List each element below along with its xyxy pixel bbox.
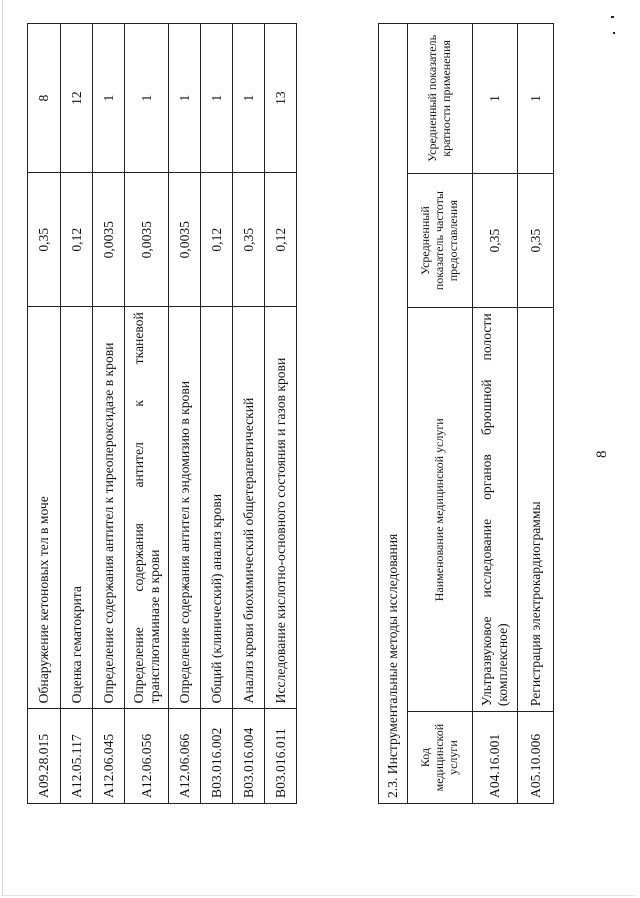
service-name: Оценка гематокрита bbox=[61, 307, 93, 709]
multiplicity-value: 12 bbox=[61, 24, 93, 173]
table-row bbox=[169, 24, 201, 804]
lab-services-table bbox=[27, 23, 297, 804]
service-name: Обнаружение кетоновых тел в моче bbox=[28, 307, 61, 709]
instrumental-services-table bbox=[378, 23, 554, 804]
service-name-line: Определение содержания антител к тканевой bbox=[130, 312, 146, 704]
header-row bbox=[408, 24, 473, 804]
table-row bbox=[28, 24, 61, 804]
frequency-value: 0,35 bbox=[473, 173, 518, 308]
page-number: 8 bbox=[594, 450, 610, 458]
service-name bbox=[125, 307, 169, 709]
section-title-row bbox=[379, 24, 408, 804]
frequency-value: 0,0035 bbox=[93, 173, 125, 307]
service-name bbox=[473, 308, 518, 712]
service-name: Общий (клинический) анализ крови bbox=[201, 307, 233, 709]
multiplicity-value: 13 bbox=[265, 24, 297, 173]
service-code: A12.06.056 bbox=[125, 709, 169, 804]
table-row bbox=[473, 24, 518, 804]
header-multiplicity: Усредненный показатель кратности применения bbox=[408, 24, 473, 174]
table-row bbox=[125, 24, 169, 804]
frequency-value: 0,0035 bbox=[169, 173, 201, 307]
service-name-line: Ультразвуковое исследование органов брюшной полости bbox=[479, 313, 495, 707]
service-code: A04.16.001 bbox=[473, 712, 518, 804]
frequency-value: 0,12 bbox=[201, 173, 233, 307]
multiplicity-value: 1 bbox=[233, 24, 265, 173]
multiplicity-value: 1 bbox=[93, 24, 125, 173]
frequency-value: 0,35 bbox=[518, 173, 554, 308]
frequency-value: 0,35 bbox=[28, 173, 61, 307]
service-code: B03.016.011 bbox=[265, 709, 297, 804]
table-row bbox=[201, 24, 233, 804]
service-name-line: трансглютаминазе в крови bbox=[146, 549, 162, 704]
multiplicity-value: 8 bbox=[28, 24, 61, 173]
service-code: A12.05.117 bbox=[61, 709, 93, 804]
service-name: Определение содержания антител к эндомизию в крови bbox=[169, 307, 201, 709]
section-title: 2.3. Инструментальные методы исследования bbox=[379, 24, 408, 804]
table-row bbox=[233, 24, 265, 804]
service-name: Определение содержания антител к тиреопероксидазе в крови bbox=[93, 307, 125, 709]
service-code: B03.016.004 bbox=[233, 709, 265, 804]
table-row bbox=[518, 24, 554, 804]
frequency-value: 0,0035 bbox=[125, 173, 169, 307]
multiplicity-value: 1 bbox=[473, 24, 518, 174]
frequency-value: 0,12 bbox=[265, 173, 297, 307]
service-name: Регистрация электрокардиограммы bbox=[518, 308, 554, 712]
table-row bbox=[61, 24, 93, 804]
service-code: A09.28.015 bbox=[28, 709, 61, 804]
service-code: A12.06.045 bbox=[93, 709, 125, 804]
header-frequency: Усредненный показатель частоты предоставления bbox=[408, 173, 473, 308]
service-code: A05.10.006 bbox=[518, 712, 554, 804]
service-name: Исследование кислотно-основного состояния и газов крови bbox=[265, 307, 297, 709]
service-code: B03.016.002 bbox=[201, 709, 233, 804]
service-name-line: (комплексное) bbox=[495, 623, 510, 707]
service-name: Анализ крови биохимический общетерапевтический bbox=[233, 307, 265, 709]
header-code: Код медицинской услуги bbox=[408, 712, 473, 804]
table-row bbox=[93, 24, 125, 804]
multiplicity-value: 1 bbox=[518, 24, 554, 174]
multiplicity-value: 1 bbox=[169, 24, 201, 173]
frequency-value: 0,35 bbox=[233, 173, 265, 307]
header-name: Наименование медицинской услуги bbox=[408, 308, 473, 712]
multiplicity-value: 1 bbox=[201, 24, 233, 173]
frequency-value: 0,12 bbox=[61, 173, 93, 307]
table-row bbox=[265, 24, 297, 804]
multiplicity-value: 1 bbox=[125, 24, 169, 173]
service-code: A12.06.066 bbox=[169, 709, 201, 804]
